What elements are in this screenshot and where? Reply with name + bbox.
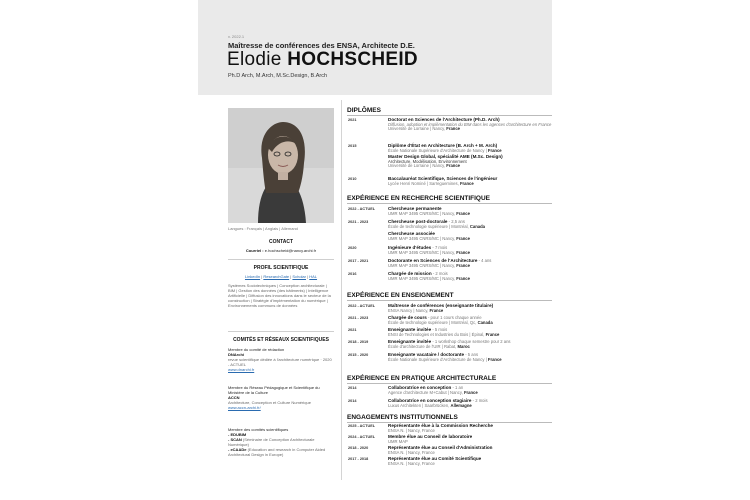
link-linkedin[interactable]: LinkedIn	[244, 274, 261, 279]
section-engagements	[347, 414, 552, 474]
entry-title: Maîtresse de conférences (enseignante titulaire)	[388, 303, 494, 308]
entry-title: Diplôme d'État en Architecture (B. Arch + M. Arch)	[388, 143, 498, 148]
comite-accn	[228, 385, 334, 410]
comite-label: Membre du comité de rédaction	[228, 347, 285, 352]
entry-country: Canada	[477, 319, 493, 325]
entry-country: France	[429, 307, 444, 313]
entry-country: France	[456, 235, 470, 241]
entry-place: Université de Lorraine | Nancy,	[388, 126, 446, 132]
entry-country: Canada	[469, 223, 486, 229]
entry-year: 2021	[348, 118, 357, 122]
entry-year: 2014	[348, 386, 357, 390]
entry-place: UMR MAP 3495 CNRS/MC | Nancy,	[388, 210, 456, 216]
contact-label: Courriel :	[245, 248, 264, 253]
entry-year: 2020	[348, 246, 357, 250]
section-recherche	[347, 195, 552, 287]
entry-place: UMR MAP 3495 CNRS/MC | Nancy,	[388, 235, 456, 241]
version-label: v. 2022.1	[228, 34, 245, 39]
entry-title: Représentante élue à la Commission Recherche	[388, 423, 493, 428]
entry-country: France	[421, 460, 435, 466]
section-diplomes	[347, 107, 552, 187]
entry-year: 2021	[348, 328, 357, 332]
link-researchgate[interactable]: ResearchGate	[263, 274, 290, 279]
entry-title: Collaboratrice en conception stagiaire	[388, 398, 472, 403]
entry-duration: - pour 1 cours chaque année	[426, 315, 482, 320]
entry-year: 2025 - ACTUEL	[348, 424, 376, 428]
entry-country: France	[459, 180, 474, 186]
contact-title: CONTACT	[268, 239, 294, 245]
entry-year: 2018 - 2020	[348, 446, 369, 450]
entry-year: 2018 - 2019	[348, 340, 369, 344]
entry-place: École Nationale Supérieure d'Architecture de Nancy |	[388, 356, 487, 362]
entry-title: Représentante élue au Conseil d'Administration	[388, 445, 493, 450]
comites-title: COMITÉS ET RÉSEAUX SCIENTIFIQUES	[233, 337, 329, 343]
entry-title: Ingénieure d'études	[388, 245, 432, 250]
entry-country: France	[421, 427, 435, 433]
entry-year: 2017 - 2021	[348, 259, 369, 263]
entry-year: 2024 - ACTUEL	[348, 435, 376, 439]
entry-year: 2022 - ACTUEL	[348, 304, 376, 308]
comite-name: DNArchi	[228, 352, 245, 357]
entry-title: Doctorante en Sciences de l'Architecture	[388, 258, 478, 263]
entry-duration: - 2 mois	[431, 271, 448, 276]
entry-country: France	[446, 163, 461, 169]
entry-year: 2010	[348, 177, 357, 181]
entry-year: 2015 - 2020	[348, 353, 369, 357]
entry-country: Allemagne	[450, 402, 472, 408]
contact-email[interactable]: e.hochscheid@nancy.archi.fr	[264, 248, 317, 253]
profile-photo	[228, 108, 334, 223]
comite-item-name: - EDUBIM	[228, 432, 247, 437]
entry-place: École Nationale Supérieure d'Architecture de Nancy |	[388, 147, 487, 153]
entry-place: UMR MAP 3495 CNRS/MC | Nancy,	[388, 275, 456, 281]
section-title: EXPÉRIENCE EN PRATIQUE ARCHITECTURALE	[347, 375, 552, 384]
sidebar-divider	[228, 331, 334, 332]
entry-country: France	[456, 262, 470, 268]
entry-title: Doctorat en Sciences de l'Architecture (Ph.D. Arch)	[388, 117, 500, 122]
entry-place: ENSA Nancy | Nancy,	[388, 307, 429, 313]
comite-link[interactable]: www.accn-archi.fr/	[228, 405, 261, 410]
profil-keywords: Systèmes Sociotechniques | Conception architecturale | BIM | Gestion des données (des bâtiments) | Intelligence Artificielle | Diffusion des innovations dans le secteur de la construction | Stratégie d'implémentation du numérique | Environnements communs de données	[228, 283, 331, 308]
entry-country: France	[463, 389, 478, 395]
entry-duration: - 1 workshop chaque semestre pour 2 ans	[431, 339, 511, 344]
entry-country: France	[446, 126, 461, 132]
entry-place: UMR MAP 3495 CNRS/MC | Nancy,	[388, 249, 456, 255]
entry-title: Membre élue au Conseil de laboratoire	[388, 434, 473, 439]
entry-place: UMR MAP 3495 CNRS/MC | Nancy,	[388, 262, 456, 268]
cv-header	[198, 0, 552, 95]
entry-duration: - 5 ans	[464, 352, 479, 357]
entry-duration: - 7 mois	[431, 245, 448, 250]
column-divider	[341, 100, 342, 480]
entry-country: France	[421, 449, 435, 455]
entry-place: Agence d'architecture M+Cabut | Nancy,	[388, 389, 463, 395]
role-title: Maîtresse de conférences des ENSA, Architecte D.E.	[228, 41, 415, 50]
entry-country: France	[456, 210, 470, 216]
entry-duration: - 1 an	[451, 385, 464, 390]
entry-place: École d'architecture de l'UIR | Rabat,	[388, 343, 457, 349]
last-name: HOCHSCHEID	[287, 49, 418, 70]
entry-title: Enseignante invitée	[388, 339, 432, 344]
section-enseignement	[347, 292, 552, 368]
degree-titles: Ph.D Arch, M.Arch, M.Sc.Design, B.Arch	[228, 73, 328, 79]
entry-title: Représentante élue au Comité Scientifique	[388, 456, 482, 461]
comite-item-name: - eCAADe	[228, 447, 247, 452]
section-pratique	[347, 375, 552, 409]
comite-label: Membre des comités scientifiques	[228, 427, 289, 432]
comite-dnarchi	[228, 347, 334, 372]
comite-name: ACCN	[228, 395, 240, 400]
entry-country: France	[487, 356, 502, 362]
entry-title: Chercheuse associée	[388, 231, 435, 236]
comite-item-desc: (Education and research in Computer Aided Architectural Design in Europe)	[228, 447, 326, 457]
entry-place: ENSA N. | Nancy,	[388, 460, 421, 466]
section-title: EXPÉRIENCE EN ENSEIGNEMENT	[347, 292, 552, 301]
languages-line: Langues : Français | Anglais | Allemand	[228, 226, 298, 231]
entry-place: ENSI de Technologies et Industries du Bois | Épinal,	[388, 331, 485, 337]
section-title: ENGAGEMENTS INSTITUTIONNELS	[347, 414, 552, 423]
entry-year: 2016	[348, 272, 357, 276]
entry-title: Enseignante vacataire / doctorante	[388, 352, 465, 357]
entry-place: Lycée Henri Nominé | Sarreguemines,	[388, 180, 459, 186]
entry-title: Enseignante invitée	[388, 327, 432, 332]
entry-title: Chargée de cours	[388, 315, 427, 320]
comite-scientifiques	[228, 427, 334, 457]
entry-title: Chargée de mission	[388, 271, 432, 276]
entry-country: France	[485, 331, 500, 337]
entry-place: Luxus Architekten | Saarbrücken,	[388, 402, 450, 408]
entry-place: ENSA N. | Nancy,	[388, 427, 421, 433]
entry-year: 2021 - 2023	[348, 316, 369, 320]
entry-year: 2021 - 2023	[348, 220, 369, 224]
comite-label: Membre du Réseau Pédagogique et Scientifique du Ministère de la Culture	[228, 385, 320, 395]
entry-country: Maroc	[457, 343, 470, 349]
entry-place: ENSA N. | Nancy,	[388, 449, 421, 455]
link-scholar[interactable]: Scholar	[292, 274, 306, 279]
entry-country: France	[456, 249, 470, 255]
entry-place: École de technologie supérieure | Montréal,	[388, 223, 469, 229]
comite-item-desc: (Séminaire de Conception Architecturale Numérique)	[228, 437, 315, 447]
profil-links: LinkedIn | ResearchGate | Scholar | HAL	[244, 274, 318, 279]
entry-country: France	[456, 275, 470, 281]
comite-desc: revue scientifique dédiée à l'architecture numérique · 2020 - ACTUEL	[228, 357, 332, 367]
entry-year: 2017 - 2018	[348, 457, 369, 461]
section-title: DIPLÔMES	[347, 107, 552, 116]
entry-title: Baccalauréat Scientifique, Sciences de l'ingénieur	[388, 176, 498, 181]
entry-title: Master Design Global, spécialité AME (M.Sc. Design)	[388, 154, 503, 159]
entry-sub: Architecture, Modélisation, Environnement	[388, 158, 467, 164]
entry-place: École de technologie supérieure | Montréal, Qc,	[388, 319, 477, 325]
comite-item-name: - SCAN	[228, 437, 242, 442]
first-name: Elodie	[227, 49, 282, 70]
sidebar-divider	[228, 259, 334, 260]
comite-desc: Architecture, Conception et Culture Numérique	[228, 400, 311, 405]
entry-title: Chercheuse permanente	[388, 206, 442, 211]
contact-line	[228, 248, 334, 253]
entry-title: Chercheuse post-doctorale	[388, 219, 448, 224]
entry-title: Collaboratrice en conception	[388, 385, 452, 390]
entry-sub: Diffusion, adoption et implémentation du BIM dans les agences d'architecture en France	[388, 121, 552, 127]
entry-duration: - 5 mois	[431, 327, 448, 332]
entry-year: 2014	[348, 399, 357, 403]
entry-year: 2015	[348, 144, 357, 148]
entry-place: UMR MAP	[388, 438, 408, 444]
link-hal[interactable]: HAL	[309, 274, 318, 279]
profil-title: PROFIL SCIENTIFIQUE	[253, 265, 309, 271]
entry-duration: - 2 mois	[471, 398, 488, 403]
entry-duration: - 2,5 ans	[447, 219, 465, 224]
person-name	[227, 49, 418, 71]
entry-duration: - 4 ans	[477, 258, 492, 263]
comite-link[interactable]: www.dnarchi.fr	[228, 367, 255, 372]
section-title: EXPÉRIENCE EN RECHERCHE SCIENTIFIQUE	[347, 195, 552, 204]
entry-place: Université de Lorraine | Nancy,	[388, 163, 446, 169]
entry-country: France	[487, 147, 502, 153]
entry-year: 2022 - ACTUEL	[348, 207, 376, 211]
